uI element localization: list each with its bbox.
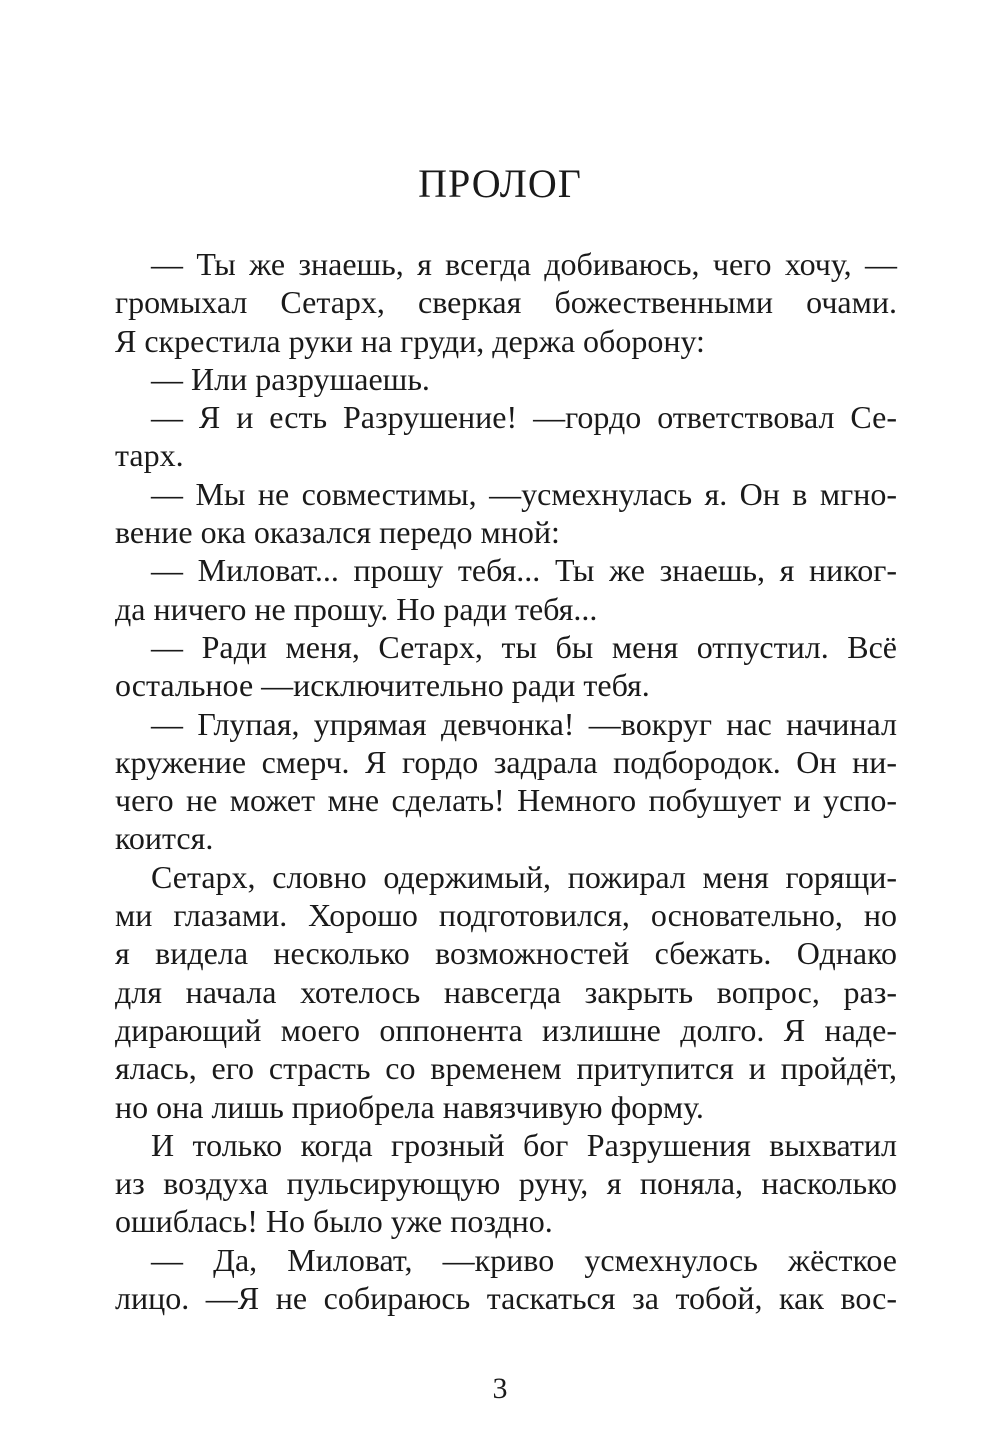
text-line: — Или разрушаешь. — [151, 360, 430, 397]
text-line: но она лишь приобрела навязчивую форму. — [115, 1088, 704, 1125]
text-line: ми глазами. Хорошо подготовился, основательно, но — [115, 897, 897, 934]
text-line: Я скрестила руки на груди, держа оборону: — [115, 322, 705, 359]
text-line: — Глупая, упрямая девчонка! —вокруг нас начинал — [151, 705, 897, 742]
text-line: — Я и есть Разрушение! —гордо ответствовал Се- — [151, 399, 897, 436]
text-line: чего не может мне сделать! Немного побушует и успо- — [115, 782, 897, 819]
text-line: ялась, его страсть со временем притупится и пройдёт, — [115, 1050, 897, 1087]
text-line: дирающий моего оппонента излишне долго. Я наде- — [115, 1011, 897, 1048]
text-line: вение ока оказался передо мной: — [115, 514, 560, 551]
chapter-title: ПРОЛОГ — [418, 161, 582, 206]
text-line: — Ради меня, Сетарх, ты бы меня отпустил. Всё — [151, 628, 897, 665]
text-line: я видела несколько возможностей сбежать. Однако — [115, 935, 897, 972]
text-line: — Мы не совместимы, —усмехнулась я. Он в мгно- — [151, 475, 897, 512]
text-line: остальное —исключительно ради тебя. — [115, 667, 650, 704]
text-line: — Миловат... прошу тебя... Ты же знаешь, я никог- — [151, 552, 897, 589]
text-line: И только когда грозный бог Разрушения выхватил — [151, 1126, 897, 1163]
text-line: громыхал Сетарх, сверкая божественными очами. — [115, 284, 897, 321]
text-line: кружение смерч. Я гордо задрала подбородок. Он ни- — [115, 743, 897, 780]
text-line: да ничего не прошу. Но ради тебя... — [115, 590, 598, 627]
text-line: для начала хотелось навсегда закрыть вопрос, раз- — [115, 973, 897, 1010]
text-line: из воздуха пульсирующую руну, я поняла, насколько — [115, 1165, 897, 1202]
page-number: 3 — [492, 1372, 508, 1405]
text-line: тарх. — [115, 437, 184, 474]
text-line: ошиблась! Но было уже поздно. — [115, 1203, 553, 1240]
text-line: — Ты же знаешь, я всегда добиваюсь, чего хочу, — — [151, 246, 897, 282]
body-text — [115, 245, 897, 1317]
text-line: — Да, Миловат, —криво усмехнулось жёсткое — [151, 1241, 897, 1278]
text-line: коится. — [115, 820, 214, 857]
text-line: Сетарх, словно одержимый, пожирал меня горящи- — [151, 858, 897, 895]
text-line: лицо. —Я не собираюсь таскаться за тобой, как вос- — [115, 1280, 897, 1317]
